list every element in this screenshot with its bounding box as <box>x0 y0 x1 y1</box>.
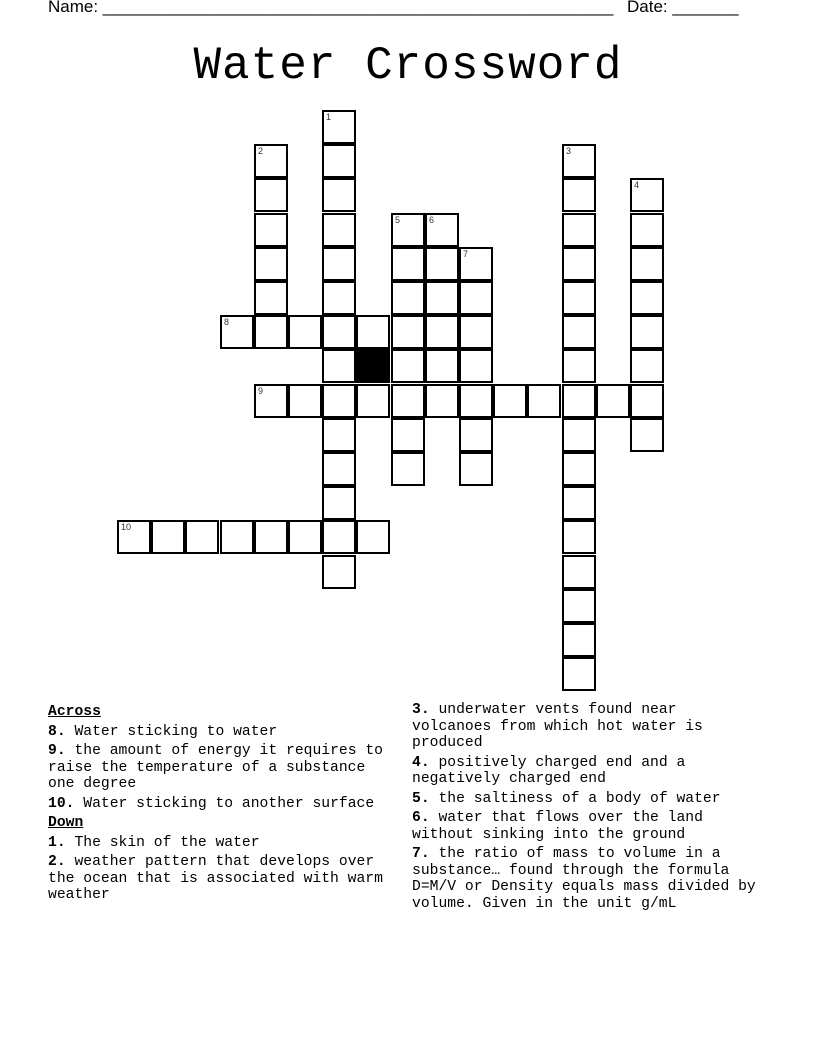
clue-number: 7. <box>412 846 430 862</box>
grid-cell[interactable] <box>322 213 356 247</box>
grid-cell[interactable] <box>391 418 425 452</box>
grid-cell[interactable] <box>425 384 459 418</box>
grid-cell[interactable] <box>425 247 459 281</box>
grid-cell[interactable] <box>459 452 493 486</box>
grid-cell[interactable] <box>391 384 425 418</box>
grid-cell[interactable] <box>459 315 493 349</box>
clue-text: positively charged end and a negatively charged end <box>412 754 686 787</box>
down-clue-list-continued <box>412 702 764 912</box>
clue-item <box>412 702 764 752</box>
clue-number-label: 5 <box>395 215 401 225</box>
clue-number-label: 9 <box>258 386 264 396</box>
clue-text: The skin of the water <box>74 834 260 851</box>
grid-cell[interactable] <box>356 384 390 418</box>
black-square <box>356 349 390 383</box>
grid-cell[interactable] <box>220 520 254 554</box>
grid-cell[interactable] <box>562 384 596 418</box>
grid-cell[interactable] <box>562 418 596 452</box>
down-clue-list <box>48 835 400 904</box>
name-field: Name: ______________________________________________________ <box>48 0 614 16</box>
clue-text: the amount of energy it requires to raise the temperature of a substance one degree <box>48 743 383 792</box>
grid-cell[interactable] <box>459 281 493 315</box>
grid-cell[interactable] <box>459 384 493 418</box>
grid-cell[interactable] <box>562 178 596 212</box>
grid-cell[interactable] <box>596 384 630 418</box>
clue-number-label: 7 <box>463 249 469 259</box>
grid-cell[interactable] <box>527 384 561 418</box>
grid-cell[interactable] <box>630 178 664 212</box>
grid-cell[interactable] <box>562 520 596 554</box>
across-heading: Across <box>48 704 101 720</box>
grid-cell[interactable] <box>425 315 459 349</box>
grid-cell[interactable] <box>254 178 288 212</box>
grid-cell[interactable] <box>391 452 425 486</box>
clue-number-label: 6 <box>429 215 435 225</box>
clue-number: 1. <box>48 834 66 851</box>
grid-cell[interactable] <box>493 384 527 418</box>
grid-cell[interactable] <box>322 315 356 349</box>
clue-text: Water sticking to another surface <box>83 795 375 812</box>
clue-item <box>412 810 764 843</box>
grid-cell[interactable] <box>459 349 493 383</box>
clue-text: weather pattern that develops over the ocean that is associated with warm weather <box>48 854 383 903</box>
clue-number: 4. <box>412 754 430 771</box>
clue-number: 3. <box>412 702 430 718</box>
clue-number: 5. <box>412 790 430 807</box>
grid-cell[interactable] <box>391 281 425 315</box>
grid-cell[interactable] <box>254 247 288 281</box>
clues-column-right <box>412 702 764 915</box>
grid-cell[interactable] <box>254 315 288 349</box>
grid-cell[interactable] <box>562 657 596 691</box>
clue-number: 10. <box>48 795 75 812</box>
grid-cell[interactable] <box>630 418 664 452</box>
grid-cell[interactable] <box>288 384 322 418</box>
clue-number: 2. <box>48 854 66 870</box>
clue-text: water that flows over the land without sinking into the ground <box>412 810 703 843</box>
date-field: Date: _______ <box>627 0 739 16</box>
grid-cell[interactable] <box>322 555 356 589</box>
grid-cell[interactable] <box>322 110 356 144</box>
grid-cell[interactable] <box>151 520 185 554</box>
grid-cell[interactable] <box>322 281 356 315</box>
clue-number-label: 3 <box>566 146 572 156</box>
grid-cell[interactable] <box>630 349 664 383</box>
grid-cell[interactable] <box>322 384 356 418</box>
clues-column-left <box>48 702 400 907</box>
grid-cell[interactable] <box>630 384 664 418</box>
clue-number: 8. <box>48 723 66 740</box>
down-heading: Down <box>48 815 84 831</box>
clue-text: Water sticking to water <box>74 723 278 740</box>
grid-cell[interactable] <box>254 520 288 554</box>
clue-text: the ratio of mass to volume in a substance… found through the formula D=M/V or Density equals mass divided by volume. Given in the unit g/mL <box>412 846 756 912</box>
clue-item <box>48 724 400 741</box>
clue-number-label: 4 <box>634 180 640 190</box>
grid-cell[interactable] <box>117 520 151 554</box>
grid-cell[interactable] <box>254 144 288 178</box>
grid-cell[interactable] <box>425 349 459 383</box>
grid-cell[interactable] <box>459 418 493 452</box>
clue-item <box>412 755 764 788</box>
grid-cell[interactable] <box>322 349 356 383</box>
grid-cell[interactable] <box>562 247 596 281</box>
clue-item <box>48 743 400 793</box>
grid-cell[interactable] <box>562 144 596 178</box>
grid-cell[interactable] <box>562 589 596 623</box>
grid-cell[interactable] <box>630 213 664 247</box>
grid-cell[interactable] <box>288 315 322 349</box>
grid-cell[interactable] <box>322 520 356 554</box>
grid-cell[interactable] <box>459 247 493 281</box>
clue-number: 9. <box>48 743 66 759</box>
grid-cell[interactable] <box>562 213 596 247</box>
grid-cell[interactable] <box>220 315 254 349</box>
grid-cell[interactable] <box>322 452 356 486</box>
grid-cell[interactable] <box>630 315 664 349</box>
grid-cell[interactable] <box>630 247 664 281</box>
grid-cell[interactable] <box>562 349 596 383</box>
grid-cell[interactable] <box>562 452 596 486</box>
grid-cell[interactable] <box>562 555 596 589</box>
grid-cell[interactable] <box>356 315 390 349</box>
grid-cell[interactable] <box>322 144 356 178</box>
grid-cell[interactable] <box>322 178 356 212</box>
page-title: Water Crossword <box>193 40 623 92</box>
clue-text: underwater vents found near volcanoes from which hot water is produced <box>412 702 703 751</box>
grid-cell[interactable] <box>322 486 356 520</box>
clue-item <box>412 791 764 808</box>
grid-cell[interactable] <box>391 349 425 383</box>
grid-cell[interactable] <box>185 520 219 554</box>
clue-item <box>48 835 400 852</box>
clue-item <box>48 796 400 813</box>
clue-number-label: 2 <box>258 146 264 156</box>
grid-cell[interactable] <box>562 486 596 520</box>
clue-item <box>412 846 764 912</box>
grid-cell[interactable] <box>562 315 596 349</box>
grid-cell[interactable] <box>391 315 425 349</box>
grid-cell[interactable] <box>562 623 596 657</box>
grid-cell[interactable] <box>630 281 664 315</box>
across-clue-list <box>48 724 400 813</box>
grid-cell[interactable] <box>391 213 425 247</box>
grid-cell[interactable] <box>425 281 459 315</box>
grid-cell[interactable] <box>322 418 356 452</box>
grid-cell[interactable] <box>254 213 288 247</box>
clue-number-label: 8 <box>224 317 230 327</box>
grid-cell[interactable] <box>356 520 390 554</box>
clue-text: the saltiness of a body of water <box>438 790 721 807</box>
grid-cell[interactable] <box>562 281 596 315</box>
clue-number-label: 1 <box>326 112 332 122</box>
grid-cell[interactable] <box>254 384 288 418</box>
grid-cell[interactable] <box>322 247 356 281</box>
grid-cell[interactable] <box>425 213 459 247</box>
grid-cell[interactable] <box>391 247 425 281</box>
grid-cell[interactable] <box>254 281 288 315</box>
clue-item <box>48 854 400 904</box>
grid-cell[interactable] <box>288 520 322 554</box>
clue-number: 6. <box>412 810 430 826</box>
clue-number-label: 10 <box>121 522 132 532</box>
